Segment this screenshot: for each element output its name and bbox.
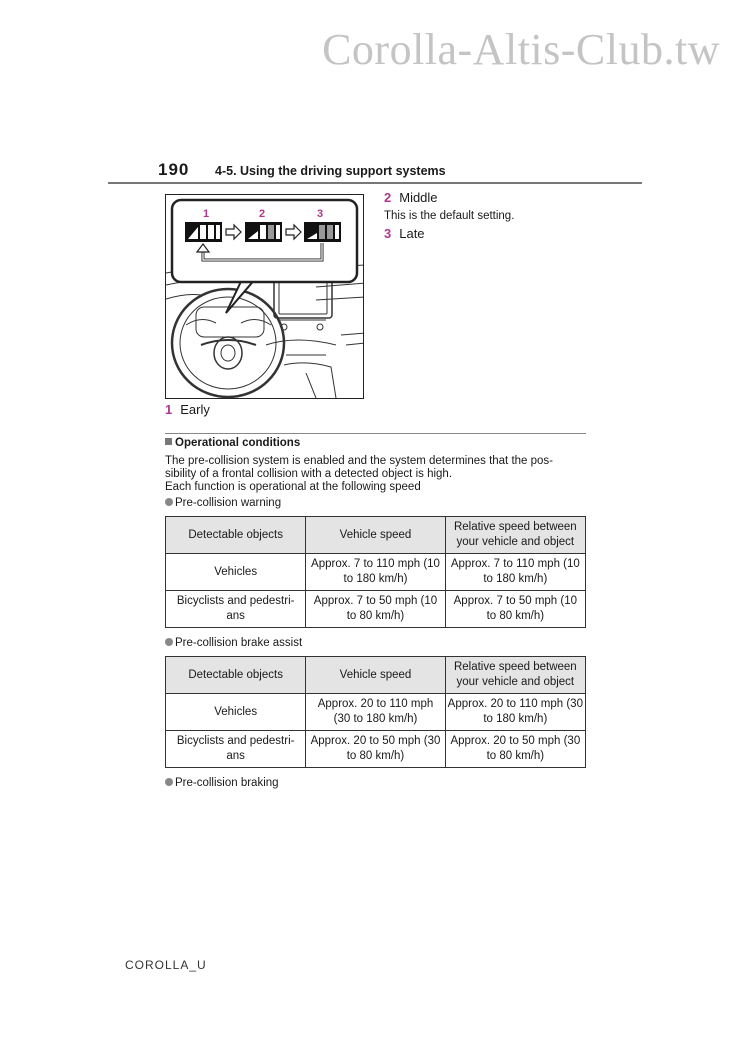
table-row — [166, 591, 586, 628]
setting-label-2: 2 — [259, 208, 266, 220]
bullet-pre-collision-braking: Pre-collision braking — [165, 777, 279, 789]
section-title: 4-5. Using the driving support systems — [215, 164, 446, 178]
timing-captions — [384, 189, 594, 243]
table-header: Relative speed between your vehicle and object — [445, 517, 585, 554]
bullet-pre-collision-warning: Pre-collision warning — [165, 497, 281, 509]
page-header — [108, 160, 642, 186]
caption-text: Late — [399, 226, 425, 241]
caption-text: Early — [180, 402, 210, 417]
caption-number: 2 — [384, 190, 392, 205]
display-early-icon — [185, 222, 222, 242]
caption-text: Middle — [399, 190, 438, 205]
caption-number: 1 — [165, 402, 173, 417]
table-header: Detectable objects — [166, 657, 306, 694]
table-cell: Bicyclists and pedestri-ans — [166, 591, 306, 628]
caption-early — [165, 402, 210, 417]
setting-label-3: 3 — [317, 208, 324, 220]
table-cell: Approx. 7 to 110 mph (10 to 180 km/h) — [445, 554, 585, 591]
default-setting-note: This is the default setting. — [384, 210, 515, 222]
caption-number: 3 — [384, 226, 392, 241]
table-header: Detectable objects — [166, 517, 306, 554]
operational-conditions-text: The pre-collision system is enabled and the system determines that the pos- sibility of a frontal collision with a detected object is high. Each function is operational at the following speed — [165, 455, 553, 493]
table-cell: Approx. 20 to 110 mph (30 to 180 km/h) — [306, 694, 445, 731]
table-header: Vehicle speed — [306, 657, 445, 694]
bullet-dot-icon — [165, 498, 173, 506]
page-number: 190 — [158, 160, 190, 179]
operational-conditions-heading: Operational conditions — [165, 437, 300, 449]
table-header-row — [166, 517, 586, 554]
table-header-row — [166, 657, 586, 694]
bullet-dot-icon — [165, 778, 173, 786]
table-row — [166, 554, 586, 591]
table-row — [166, 694, 586, 731]
table-cell: Vehicles — [166, 694, 306, 731]
footer-model-code: COROLLA_U — [125, 958, 207, 972]
table-cell: Approx. 20 to 50 mph (30 to 80 km/h) — [445, 731, 585, 768]
table-cell: Vehicles — [166, 554, 306, 591]
caption-middle — [384, 189, 594, 207]
bullet-pre-collision-brake-assist: Pre-collision brake assist — [165, 637, 302, 649]
timing-setting-illustration — [165, 194, 364, 399]
table-cell: Approx. 20 to 110 mph (30 to 180 km/h) — [445, 694, 585, 731]
table-cell: Bicyclists and pedestri-ans — [166, 731, 306, 768]
section-rule — [165, 433, 586, 434]
bullet-dot-icon — [165, 638, 173, 646]
watermark: Corolla-Altis-Club.tw — [322, 25, 720, 74]
display-late-icon — [304, 222, 341, 242]
table-header: Relative speed between your vehicle and object — [445, 657, 585, 694]
display-middle-icon — [245, 222, 282, 242]
table-header: Vehicle speed — [306, 517, 445, 554]
warning-speed-table — [165, 516, 586, 628]
square-bullet-icon — [165, 438, 172, 445]
dashboard-drawing — [166, 195, 363, 398]
table-cell: Approx. 7 to 50 mph (10 to 80 km/h) — [306, 591, 445, 628]
table-row — [166, 731, 586, 768]
caption-late — [384, 225, 594, 243]
header-rule — [108, 182, 642, 184]
table-cell: Approx. 20 to 50 mph (30 to 80 km/h) — [306, 731, 445, 768]
setting-label-1: 1 — [203, 208, 210, 220]
table-cell: Approx. 7 to 110 mph (10 to 180 km/h) — [306, 554, 445, 591]
table-cell: Approx. 7 to 50 mph (10 to 80 km/h) — [445, 591, 585, 628]
brake-assist-speed-table — [165, 656, 586, 768]
